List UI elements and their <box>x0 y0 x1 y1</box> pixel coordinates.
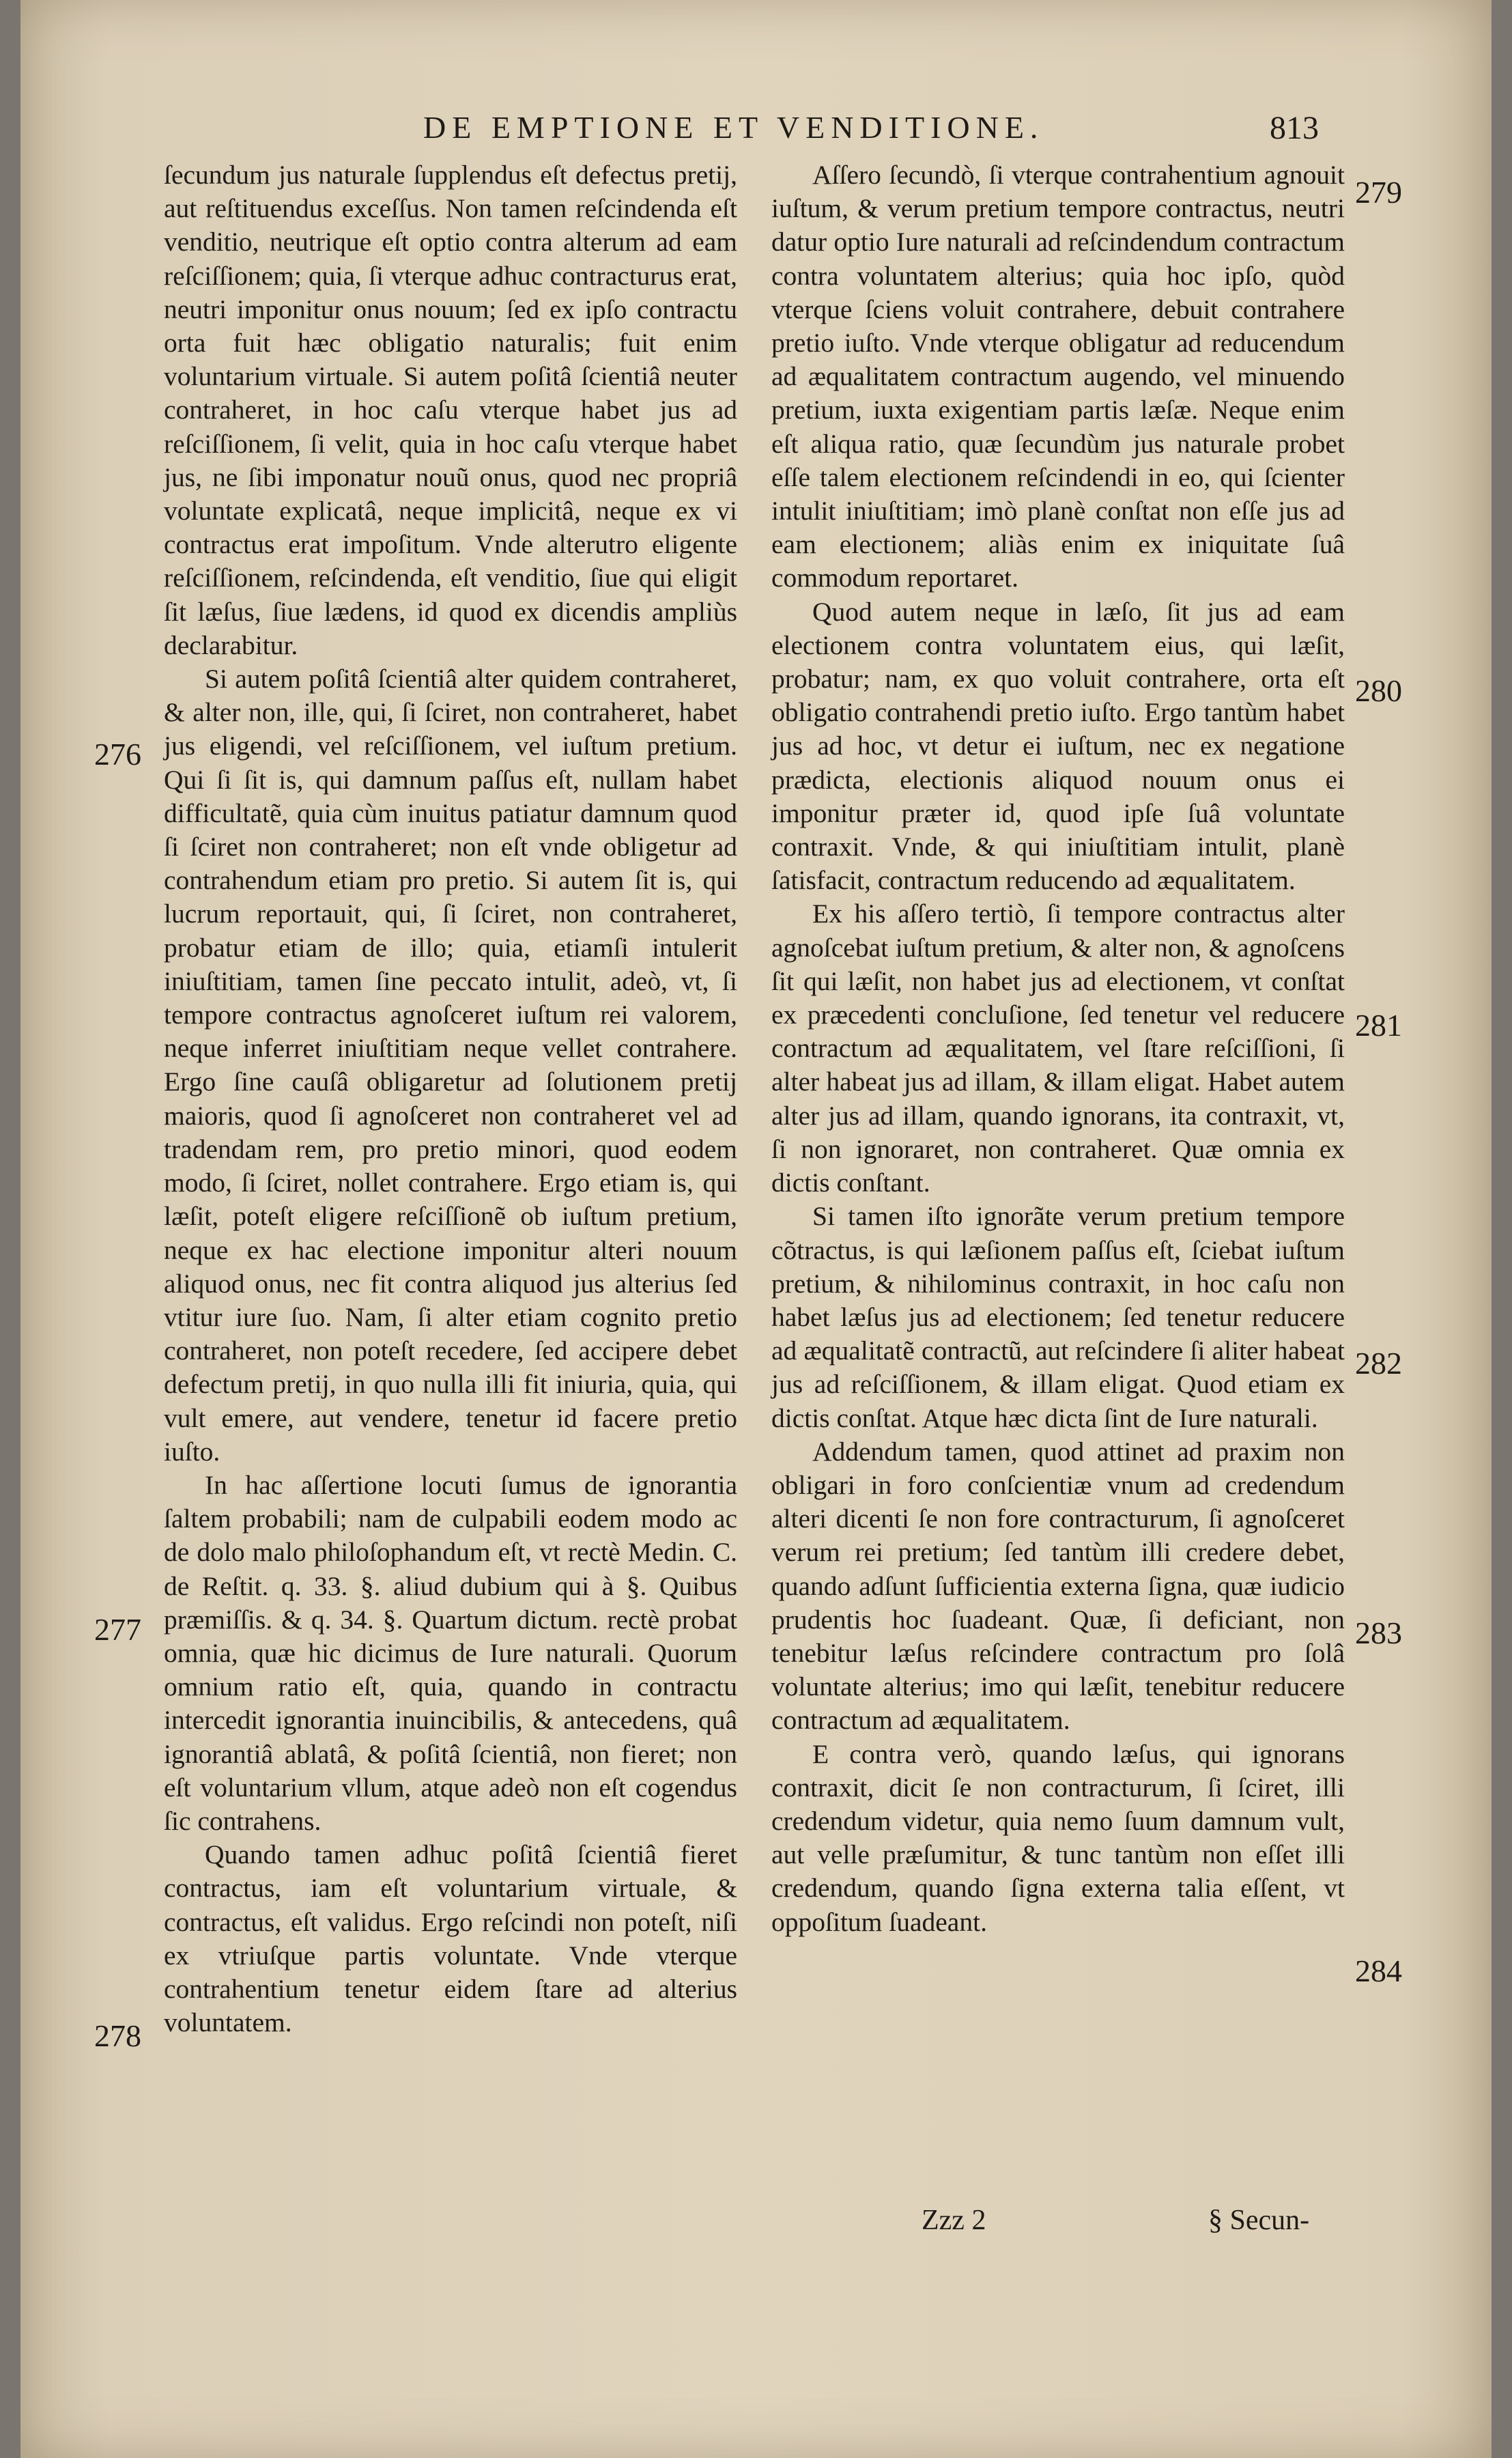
paragraph: E contra verò, quando læſus, qui ignorans contraxit, dicit ſe non contracturum, ſi ſciret, illi credendum videtur, quia nemo ſuum damnum vult, aut velle præſumitur, & tunc tantùm non eſſet illi credendum, quando ſigna externa talia eſſent, vt oppoſitum ſuadeant. <box>771 1738 1345 1937</box>
catchword: § Secun- <box>1208 2205 1310 2236</box>
paragraph: Si tamen iſto ignorãte verum pretium tempore cõtractus, is qui læſionem paſſus eſt, ſciebat iuſtum pretium, & nihilominus contraxit, in hoc caſu non habet læſus jus ad electionem; ſed tenetur reducere ad æqualitatẽ contractũ, aut reſcindere ſi aliter habeat jus ad reſciſſionem, & illam eligat. Quod etiam ex dictis conſtat. Atque hæc dicta ſint de Iure naturali. <box>771 1201 1345 1433</box>
book-page <box>20 0 1492 2458</box>
paragraph: Si autem poſitâ ſcientiâ alter quidem contraheret, & alter non, ille, qui, ſi ſciret, non contraheret, habet jus eligendi, vel reſciſſionem, vel iuſtum pretium. Qui ſi ſit is, qui damnum paſſus eſt, nullam habet difficultatẽ, quia cùm inuitus patiatur damnum quod ſi ſciret non contraheret; non eſt vnde obligetur ad contrahendum etiam pro pretio. Si autem ſit is, qui lucrum reportauit, qui, ſi ſciret, non contraheret, probatur etiam de illo; quia, etiamſi intulerit iniuſtitiam, tamen ſine peccato intulit, adeò, vt, ſi tempore contractus agnoſceret iuſtum rei valorem, neque inferret iniuſtitiam neque vellet contrahere. Ergo ſine cauſâ obligaretur ad ſolutionem pretij maioris, quod ſi agnoſceret non contraheret vel ad tradendam rem, pro pretio minori, quod eodem modo, ſi ſciret, nollet contrahere. Ergo etiam is, qui læſit, poteſt eligere reſciſſionẽ ob iuſtum pretium, neque ex hac electione imponitur alteri nouum aliquod onus, nec fit contra aliquod jus alterius ſed vtitur iure ſuo. Nam, ſi alter etiam cognito pretio contraheret, non poteſt recedere, ſed accipere debet defectum pretij, in quo nulla illi fit iniuria, quia, qui vult emere, aut vendere, tenetur id facere pretio iuſto. <box>164 664 737 1467</box>
signature-mark: Zzz 2 <box>922 2205 986 2236</box>
marginal-number: 279 <box>1355 175 1402 210</box>
paragraph: Ex his aſſero tertiò, ſi tempore contractus alter agnoſcebat iuſtum pretium, & alter non, & agnoſcens ſit qui læſit, non habet jus ad electionem, vt conſtat ex præcedenti concluſione, ſed tenetur vel reducere contractum ad æqualitatem, vel ſtare reſciſſioni, ſi alter habeat jus ad illam, & illam eligat. Habet autem alter jus ad illam, quando ignorans, ita contraxit, vt, ſi non ignoraret, non contraheret. Quæ omnia ex dictis conſtant. <box>771 899 1345 1198</box>
running-head: DE EMPTIONE ET VENDITIONE. <box>423 110 1044 145</box>
paragraph: Quando tamen adhuc poſitâ ſcientiâ fieret contractus, iam eſt voluntarium virtuale, & contractus, eſt validus. Ergo reſcindi non poteſt, niſi ex vtriuſque partis voluntate. Vnde vterque contrahentium tenetur eidem ſtare ad alterius voluntatem. <box>164 1839 737 2038</box>
marginal-number: 278 <box>94 2018 141 2053</box>
paragraph: ſecundum jus naturale ſupplendus eſt defectus pretij, aut reſtituendus exceſſus. Non tamen reſcindenda eſt venditio, neutrique eſt optio contra alterum ad eam reſciſſionem; quia, ſi vterque adhuc contracturus erat, neutri imponitur onus nouum; ſed ex ipſo contractu orta fuit hæc obligatio naturalis; fuit enim voluntarium virtuale. Si autem poſitâ ſcientiâ neuter contraheret, in hoc caſu vterque habet jus ad reſciſſionem, ſi velit, quia in hoc caſu vterque habet jus, ne ſibi imponatur nouũ onus, quod nec propriâ voluntate explicatâ, neque implicitâ, neque ex vi contractus erat impoſitum. Vnde alterutro eligente reſciſſionem, reſcindenda, eſt venditio, ſiue qui eligit ſit læſus, ſiue lædens, id quod ex dicendis ampliùs declarabitur. <box>164 160 737 660</box>
right-column <box>771 158 1345 1939</box>
paragraph: Addendum tamen, quod attinet ad praxim non obligari in foro conſcientiæ vnum ad credendum alteri dicenti ſe non fore contracturum, ſi agnoſceret verum rei pretium; ſed tantùm illi credere debet, quando adſunt ſufficientia externa ſigna, quæ iudicio prudentis hoc ſuadeant. Quæ, ſi deficiant, non tenebitur læſus reſcindere contractum pro ſolâ voluntate alterius; imo qui læſit, tenebitur reducere contractum ad æqualitatem. <box>771 1436 1345 1736</box>
paragraph: Quod autem neque in læſo, ſit jus ad eam electionem contra voluntatem eius, qui læſit, probatur; nam, ex quo voluit contrahere, orta eſt obligatio contrahendi pretio iuſto. Ergo tantùm habet jus ad hoc, vt detur ei iuſtum, nec ex negatione prædicta, electionis aliquod nouum onus ei imponitur præter id, quod ipſe ſuâ voluntate contraxit. Vnde, & qui iniuſtitiam intulit, planè ſatisfacit, contractum reducendo ad æqualitatem. <box>771 596 1345 896</box>
marginal-number: 276 <box>94 737 141 772</box>
marginal-number: 284 <box>1355 1953 1402 1988</box>
page-number: 813 <box>1270 110 1319 146</box>
marginal-number: 281 <box>1355 1008 1402 1043</box>
paragraph: In hac aſſertione locuti ſumus de ignorantia ſaltem probabili; nam de culpabili eodem modo ac de dolo malo philoſophandum eſt, vt rectè Medin. C. de Reſtit. q. 33. §. aliud dubium qui à §. Quibus præmiſſis. & q. 34. §. Quartum dictum. rectè probat omnia, quæ hic dicimus de Iure naturali. Quorum omnium ratio eſt, quia, quando in contractu intercedit ignorantia inuincibilis, & antecedens, quâ ignorantiâ ablatâ, & poſitâ ſcientiâ, non fieret; non eſt voluntarium vllum, atque adeò non eſt cogendus ſic contrahens. <box>164 1469 737 1836</box>
paragraph: Aſſero ſecundò, ſi vterque contrahentium agnouit iuſtum, & verum pretium tempore contractus, neutri datur optio Iure naturali ad reſcindendum contractum contra voluntatem alterius; quia hoc ipſo, quòd vterque ſciens voluit contrahere, debuit contrahere pretio iuſto. Vnde vterque obligatur ad reducendum ad æqualitatem contractum augendo, vel minuendo pretium, iuxta exigentiam partis læſæ. Neque enim eſt aliqua ratio, quæ ſecundùm jus naturale probet eſſe talem electionem reſcindendi in eo, qui ſcienter intulit iniuſtitiam; imò planè conſtat non eſſe jus ad eam electionem; aliàs enim ex iniquitate ſuâ commodum reportaret. <box>771 160 1345 593</box>
marginal-number: 282 <box>1355 1346 1402 1381</box>
marginal-number: 277 <box>94 1612 141 1647</box>
marginal-number: 283 <box>1355 1615 1402 1650</box>
marginal-number: 280 <box>1355 673 1402 708</box>
left-column <box>164 158 737 2039</box>
